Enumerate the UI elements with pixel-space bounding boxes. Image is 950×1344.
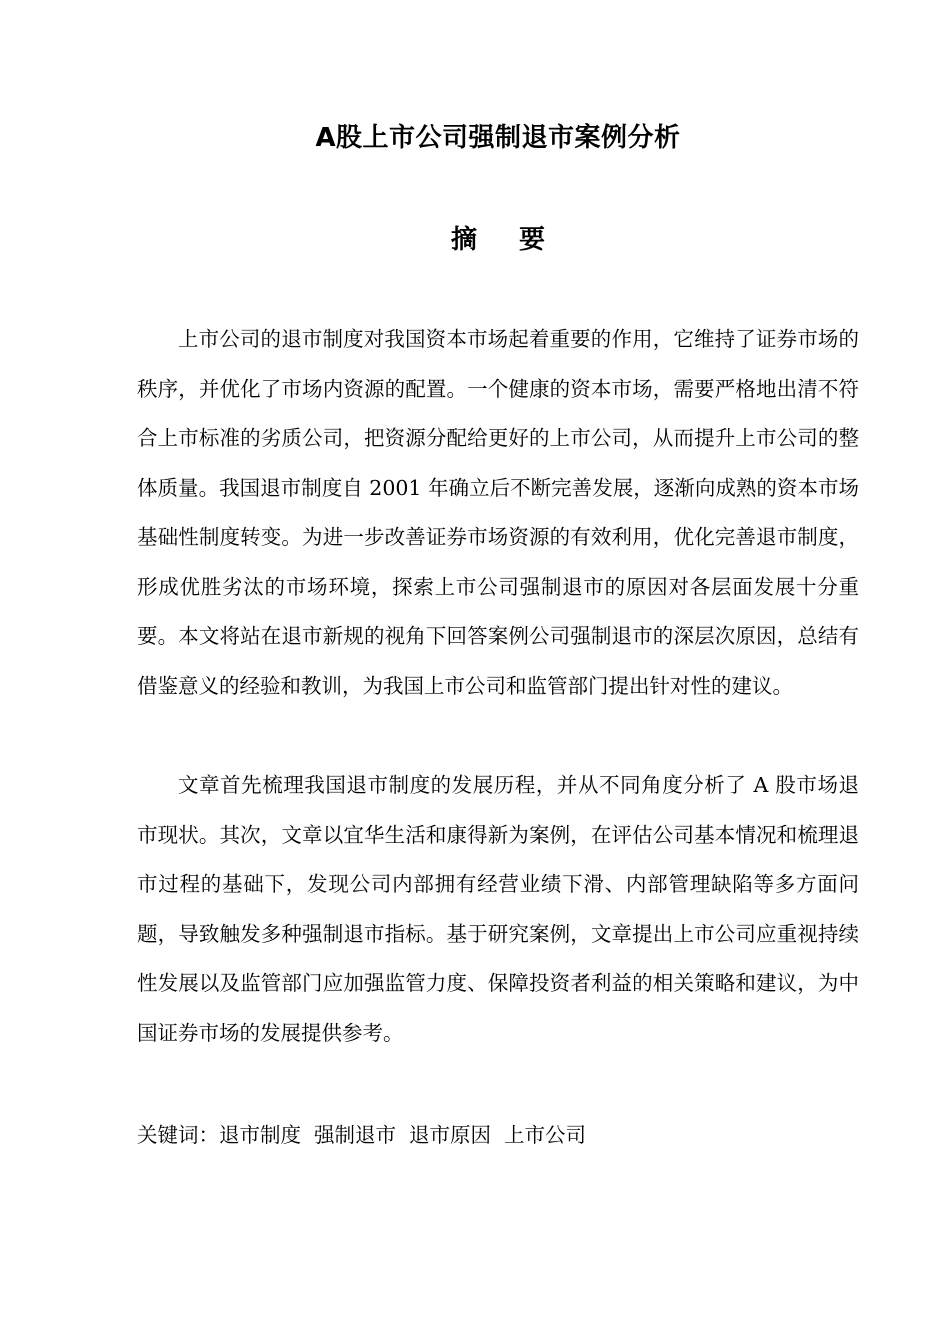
- abstract-heading: 摘要: [450, 225, 587, 255]
- keyword-item: 强制退市: [314, 1123, 396, 1147]
- abstract-paragraph-1: [137, 315, 859, 711]
- keyword-item: 退市制度: [219, 1123, 301, 1147]
- paragraph-text: 文章首先梳理我国退市制度的发展历程，并从不同角度分析了 A 股市场退市现状。其次，文章以宜华生活和康得新为案例，在评估公司基本情况和梳理退市过程的基础下，发现公司内部拥有经营业绩下滑、内部管理缺陷等多方面问题，导致触发多种强制退市指标。基于研究案例，文章提出上市公司应重视持续性发展以及监管部门应加强监管力度、保障投资者利益的相关策略和建议，为中国证券市场的发展提供参考。: [137, 773, 859, 1045]
- paragraph-text: 上市公司的退市制度对我国资本市场起着重要的作用，它维持了证券市场的秩序，并优化了市场内资源的配置。一个健康的资本市场，需要严格地出清不符合上市标准的劣质公司，把资源分配给更好的上市公司，从而提升上市公司的整体质量。我国退市制度自 2001 年确立后不断完善发展，逐渐向成熟的资本市场基础性制度转变。为进一步改善证券市场资源的有效利用，优化完善退市制度，形成优胜劣汰的市场环境，探索上市公司强制退市的原因对各层面发展十分重要。本文将站在退市新规的视角下回答案例公司强制退市的深层次原因，总结有借鉴意义的经验和教训，为我国上市公司和监管部门提出针对性的建议。: [137, 327, 859, 698]
- document-title: A股上市公司强制退市案例分析: [315, 123, 681, 153]
- keyword-item: 退市原因: [409, 1123, 491, 1147]
- keywords-line: [137, 1111, 586, 1161]
- keywords-label: 关键词：: [137, 1123, 219, 1147]
- abstract-paragraph-2: [137, 761, 859, 1058]
- keyword-item: 上市公司: [504, 1123, 586, 1147]
